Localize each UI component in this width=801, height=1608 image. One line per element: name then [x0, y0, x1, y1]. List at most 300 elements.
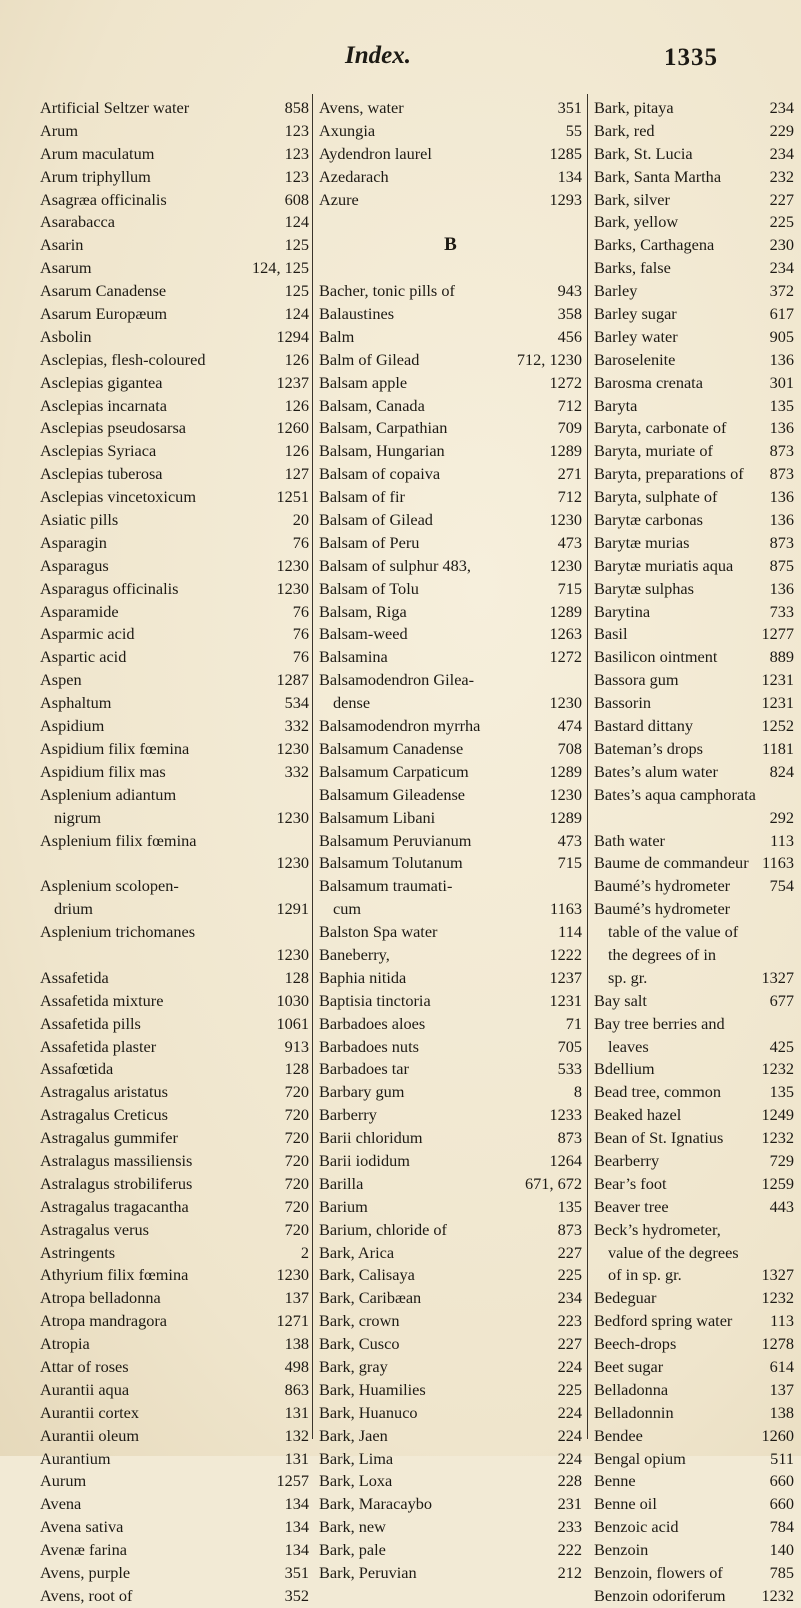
index-entry: [40, 463, 309, 486]
index-entry: [40, 532, 309, 555]
entry-page-ref: 1030: [276, 990, 309, 1010]
entry-term: Barium: [319, 1196, 368, 1216]
entry-term: Balsamum Carpaticum: [319, 761, 469, 781]
index-entry: [594, 463, 794, 486]
entry-page-ref: 913: [284, 1036, 309, 1056]
index-entry: [319, 1562, 582, 1585]
entry-page-ref: 126: [284, 349, 309, 369]
entry-page-ref: 511: [770, 1448, 794, 1468]
index-entry: [594, 303, 794, 326]
entry-term: Bark, silver: [594, 189, 670, 209]
entry-term: Aspartic acid: [40, 647, 127, 667]
index-entry: [40, 646, 309, 669]
entry-term: Bark, Santa Martha: [594, 166, 722, 186]
index-entry: [594, 1402, 794, 1425]
entry-term: drium: [54, 899, 93, 919]
entry-page-ref: 128: [284, 967, 309, 987]
index-entry: [40, 1333, 309, 1356]
entry-term: Barley: [594, 281, 638, 301]
entry-page-ref: 1230: [549, 693, 582, 713]
entry-term: Astralagus strobiliferus: [40, 1173, 193, 1193]
index-entry: [40, 967, 309, 990]
index-entry: [40, 1539, 309, 1562]
index-entry: [594, 486, 794, 509]
entry-term: Aspidium filix mas: [40, 761, 166, 781]
entry-page-ref: 136: [769, 418, 794, 438]
index-entry: [40, 1310, 309, 1333]
index-entry: [40, 1287, 309, 1310]
index-entry: [594, 555, 794, 578]
entry-term: Bark, pale: [319, 1540, 386, 1560]
entry-page-ref: 720: [284, 1219, 309, 1239]
entry-term: value of the degrees: [608, 1242, 739, 1262]
entry-term: Barbadoes nuts: [319, 1036, 419, 1056]
index-entry: [319, 509, 582, 532]
index-entry: [40, 601, 309, 624]
entry-term: Bark, Loxa: [319, 1471, 393, 1491]
index-entry: [40, 1173, 309, 1196]
index-column-3: [594, 97, 794, 1608]
index-entry: [594, 1058, 794, 1081]
index-entry: [594, 830, 794, 853]
entry-page-ref: 715: [557, 578, 582, 598]
index-entry: [594, 1081, 794, 1104]
index-entry: [40, 1196, 309, 1219]
entry-page-ref: 76: [292, 624, 309, 644]
index-entry: [319, 738, 582, 761]
entry-term: Bdellium: [594, 1059, 655, 1079]
entry-term: Bear’s foot: [594, 1173, 667, 1193]
entry-term: dense: [333, 693, 371, 713]
index-entry: [594, 257, 794, 280]
entry-page-ref: 1327: [761, 967, 794, 987]
entry-page-ref: 231: [557, 1494, 582, 1514]
index-entry: [40, 280, 309, 303]
index-entry: [594, 1173, 794, 1196]
entry-page-ref: 1289: [549, 601, 582, 621]
entry-term: Bark, Huanuco: [319, 1402, 418, 1422]
entry-page-ref: 733: [769, 601, 794, 621]
entry-page-ref: 234: [557, 1288, 582, 1308]
index-entry: [40, 1562, 309, 1585]
entry-term: Balsam apple: [319, 372, 408, 392]
entry-term: Bean of St. Ignatius: [594, 1128, 724, 1148]
entry-term: Asagræa officinalis: [40, 189, 167, 209]
entry-term: Arum triphyllum: [40, 166, 151, 186]
entry-term: Asarin: [40, 235, 84, 255]
index-entry: [319, 120, 582, 143]
index-entry: [319, 1081, 582, 1104]
index-entry: [594, 761, 794, 784]
index-entry: [319, 807, 582, 830]
entry-page-ref: 332: [284, 761, 309, 781]
index-entry: [594, 1127, 794, 1150]
entry-term: Assafœtida: [40, 1059, 114, 1079]
entry-term: Barley sugar: [594, 304, 677, 324]
entry-page-ref: 712: [557, 395, 582, 415]
index-entry: [319, 692, 582, 715]
entry-term: Baneberry,: [319, 944, 390, 964]
entry-page-ref: 1327: [761, 1265, 794, 1285]
entry-page-ref: 372: [769, 281, 794, 301]
entry-page-ref: 1230: [276, 555, 309, 575]
index-entry: [319, 990, 582, 1013]
index-entry: [319, 1493, 582, 1516]
index-entry: [319, 1287, 582, 1310]
index-entry: [40, 417, 309, 440]
index-entry: [319, 830, 582, 853]
entry-term: Astralagus massiliensis: [40, 1150, 193, 1170]
entry-term: Baryta: [594, 395, 638, 415]
entry-page-ref: 1291: [276, 899, 309, 919]
entry-page-ref: 1231: [549, 990, 582, 1010]
entry-term: Balsamum Tolutanum: [319, 853, 463, 873]
entry-term: Aurum: [40, 1471, 87, 1491]
entry-page-ref: 126: [284, 441, 309, 461]
entry-page-ref: 1272: [549, 647, 582, 667]
entry-term: Baryta, carbonate of: [594, 418, 727, 438]
entry-page-ref: 224: [557, 1402, 582, 1422]
entry-page-ref: 124, 125: [252, 258, 309, 278]
entry-term: Asplenium scolopen-: [40, 876, 179, 896]
index-entry: [594, 875, 794, 898]
index-entry: [40, 166, 309, 189]
entry-term: Asparagus: [40, 555, 109, 575]
index-entry: [594, 509, 794, 532]
index-column-1: [40, 97, 309, 1608]
entry-term: Barks, Carthagena: [594, 235, 715, 255]
index-entry: [594, 1425, 794, 1448]
entry-page-ref: 1271: [276, 1311, 309, 1331]
entry-page-ref: 729: [769, 1150, 794, 1170]
entry-page-ref: 228: [557, 1471, 582, 1491]
entry-page-ref: 785: [769, 1563, 794, 1582]
entry-page-ref: 1230: [549, 784, 582, 804]
entry-page-ref: 1272: [549, 372, 582, 392]
entry-term: Bark, Maracaybo: [319, 1494, 433, 1514]
entry-page-ref: 1251: [276, 487, 309, 507]
index-entry: [319, 1448, 582, 1471]
entry-page-ref: 498: [284, 1356, 309, 1376]
entry-term: cum: [333, 899, 362, 919]
entry-page-ref: 1277: [761, 624, 794, 644]
entry-term: Athyrium filix fœmina: [40, 1265, 189, 1285]
index-entry: [594, 1333, 794, 1356]
index-entry: [40, 486, 309, 509]
index-entry: [594, 1516, 794, 1539]
entry-page-ref: 720: [284, 1173, 309, 1193]
entry-term: Barytina: [594, 601, 651, 621]
entry-page-ref: 232: [769, 166, 794, 186]
entry-page-ref: 131: [284, 1402, 309, 1422]
entry-term: Assafetida mixture: [40, 990, 164, 1010]
index-entry: [594, 921, 794, 944]
entry-term: Aurantii aqua: [40, 1379, 130, 1399]
index-entry: [319, 417, 582, 440]
entry-term: Barley water: [594, 326, 678, 346]
entry-page-ref: 873: [769, 441, 794, 461]
entry-page-ref: 222: [557, 1540, 582, 1560]
entry-term: nigrum: [54, 807, 102, 827]
index-entry: [319, 578, 582, 601]
entry-term: Belladonna: [594, 1379, 669, 1399]
entry-page-ref: 614: [769, 1356, 794, 1376]
entry-page-ref: 1278: [761, 1334, 794, 1354]
entry-term: Barbadoes aloes: [319, 1013, 426, 1033]
index-column-2: [319, 97, 582, 1585]
entry-term: table of the value of: [608, 922, 739, 942]
entry-term: Barbary gum: [319, 1082, 405, 1102]
entry-term: Basil: [594, 624, 628, 644]
entry-page-ref: 134: [284, 1517, 309, 1537]
index-entry: [319, 372, 582, 395]
index-entry: [40, 555, 309, 578]
entry-page-ref: 1252: [761, 716, 794, 736]
entry-term: Barii iodidum: [319, 1150, 410, 1170]
index-entry: [40, 807, 309, 830]
entry-term: Bay salt: [594, 990, 647, 1010]
index-entry: [594, 1264, 794, 1287]
entry-term: the degrees of in: [608, 944, 717, 964]
entry-term: Bark, crown: [319, 1311, 400, 1331]
index-entry: [594, 395, 794, 418]
entry-term: Asiatic pills: [40, 510, 119, 530]
entry-page-ref: 1259: [761, 1173, 794, 1193]
entry-page-ref: 212: [557, 1563, 582, 1582]
entry-page-ref: 858: [284, 98, 309, 117]
page-title: Index.: [345, 42, 411, 69]
index-entry: [319, 303, 582, 326]
entry-page-ref: 125: [284, 235, 309, 255]
entry-page-ref: 2: [300, 1242, 309, 1262]
entry-term: Baphia nitida: [319, 967, 407, 987]
entry-term: Avens, purple: [40, 1563, 131, 1582]
index-entry: [319, 486, 582, 509]
index-entry: [594, 944, 794, 967]
entry-term: Bark, Calisaya: [319, 1265, 415, 1285]
index-entry: [40, 1379, 309, 1402]
entry-page-ref: 136: [769, 349, 794, 369]
entry-page-ref: 71: [565, 1013, 582, 1033]
entry-term: Artificial Seltzer water: [40, 98, 190, 117]
index-entry: [594, 784, 794, 807]
entry-page-ref: 1061: [276, 1013, 309, 1033]
entry-term: Astragalus tragacantha: [40, 1196, 189, 1216]
index-entry: [319, 1036, 582, 1059]
index-entry: [594, 1219, 794, 1242]
entry-page-ref: 720: [284, 1082, 309, 1102]
entry-page-ref: 1257: [276, 1471, 309, 1491]
index-entry: [40, 189, 309, 212]
entry-page-ref: 223: [557, 1311, 582, 1331]
index-entry: [594, 1379, 794, 1402]
index-entry: [319, 280, 582, 303]
entry-term: B: [444, 234, 457, 256]
entry-page-ref: 55: [565, 120, 582, 140]
entry-term: Aurantii oleum: [40, 1425, 140, 1445]
entry-term: Barbadoes tar: [319, 1059, 409, 1079]
index-entry: [40, 1448, 309, 1471]
index-entry: [319, 1058, 582, 1081]
entry-term: Astringents: [40, 1242, 116, 1262]
entry-term: Asarum Europæum: [40, 304, 168, 324]
section-letter: [319, 234, 582, 257]
index-entry: [319, 1310, 582, 1333]
entry-page-ref: 677: [769, 990, 794, 1010]
index-entry: [594, 166, 794, 189]
entry-term: Bates’s alum water: [594, 761, 718, 781]
index-entry: [40, 257, 309, 280]
index-entry: [319, 326, 582, 349]
index-entry: [594, 326, 794, 349]
entry-term: Benzoic acid: [594, 1517, 679, 1537]
entry-term: Balm of Gilead: [319, 349, 420, 369]
entry-page-ref: 1163: [550, 899, 582, 919]
index-entry: [319, 1402, 582, 1425]
entry-page-ref: 234: [769, 98, 794, 117]
entry-term: Bark, new: [319, 1517, 386, 1537]
index-entry: [319, 669, 582, 692]
index-entry: [594, 715, 794, 738]
index-entry: [594, 738, 794, 761]
index-entry: [594, 578, 794, 601]
entry-page-ref: 1232: [761, 1585, 794, 1605]
entry-term: Avens, root of: [40, 1585, 133, 1605]
entry-term: Beck’s hydrometer,: [594, 1219, 721, 1239]
entry-page-ref: 712, 1230: [516, 349, 582, 369]
index-entry: [40, 1242, 309, 1265]
entry-page-ref: 1294: [276, 326, 309, 346]
entry-page-ref: 292: [769, 807, 794, 827]
index-entry: [40, 1425, 309, 1448]
entry-term: Balsam, Riga: [319, 601, 407, 621]
entry-term: Bark, Caribæan: [319, 1288, 422, 1308]
entry-page-ref: 127: [284, 464, 309, 484]
entry-term: Asclepias incarnata: [40, 395, 168, 415]
index-entry: [594, 143, 794, 166]
index-entry: [594, 372, 794, 395]
entry-term: Balsam of sulphur 483,: [319, 555, 471, 575]
entry-page-ref: 271: [557, 464, 582, 484]
index-entry: [594, 120, 794, 143]
entry-term: Atropa belladonna: [40, 1288, 161, 1308]
entry-page-ref: 114: [558, 922, 582, 942]
entry-page-ref: 138: [769, 1402, 794, 1422]
entry-term: Asparamide: [40, 601, 119, 621]
index-entry: [40, 1264, 309, 1287]
entry-page-ref: 1230: [276, 738, 309, 758]
entry-term: Barosma crenata: [594, 372, 703, 392]
entry-page-ref: 136: [769, 578, 794, 598]
index-entry: [40, 326, 309, 349]
entry-term: Aurantii cortex: [40, 1402, 140, 1422]
entry-term: Benzoin odoriferum: [594, 1585, 726, 1605]
index-entry: [319, 440, 582, 463]
entry-page-ref: 708: [557, 738, 582, 758]
entry-page-ref: 873: [769, 532, 794, 552]
entry-term: sp. gr.: [608, 967, 648, 987]
index-entry: [319, 1356, 582, 1379]
index-entry: [319, 1425, 582, 1448]
index-entry: [319, 601, 582, 624]
entry-term: Bark, Lima: [319, 1448, 394, 1468]
index-entry: [594, 211, 794, 234]
entry-page-ref: 1293: [549, 189, 582, 209]
index-entry: [594, 807, 794, 830]
entry-term: Balsamina: [319, 647, 388, 667]
entry-page-ref: 720: [284, 1128, 309, 1148]
entry-page-ref: 863: [284, 1379, 309, 1399]
entry-term: Asparagin: [40, 532, 107, 552]
entry-term: Astragalus aristatus: [40, 1082, 168, 1102]
entry-page-ref: 76: [292, 647, 309, 667]
entry-term: Bedford spring water: [594, 1311, 733, 1331]
entry-term: Balm: [319, 326, 355, 346]
index-entry: [40, 1402, 309, 1425]
index-entry: [40, 944, 309, 967]
entry-term: Beech-drops: [594, 1334, 677, 1354]
entry-page-ref: 873: [557, 1128, 582, 1148]
entry-page-ref: 660: [769, 1494, 794, 1514]
entry-term: Arum: [40, 120, 78, 140]
index-entry: [319, 646, 582, 669]
index-entry: [319, 898, 582, 921]
index-entry: [594, 532, 794, 555]
entry-term: Asclepias, flesh-coloured: [40, 349, 206, 369]
index-entry: [40, 921, 309, 944]
index-entry: [319, 349, 582, 372]
entry-term: Beaked hazel: [594, 1105, 682, 1125]
entry-page-ref: 135: [557, 1196, 582, 1216]
entry-page-ref: 134: [557, 166, 582, 186]
entry-term: Bark, Arica: [319, 1242, 395, 1262]
entry-page-ref: 1260: [276, 418, 309, 438]
index-entry: [319, 967, 582, 990]
entry-term: leaves: [608, 1036, 649, 1056]
entry-page-ref: 660: [769, 1471, 794, 1491]
index-entry: [594, 1150, 794, 1173]
index-entry: [594, 852, 794, 875]
entry-page-ref: 1233: [549, 1105, 582, 1125]
index-entry: [40, 669, 309, 692]
entry-page-ref: 1230: [276, 944, 309, 964]
entry-term: Barytæ murias: [594, 532, 690, 552]
entry-term: Balsam-weed: [319, 624, 408, 644]
entry-term: Bark, Peruvian: [319, 1563, 417, 1582]
entry-term: Bastard dittany: [594, 716, 694, 736]
entry-page-ref: 234: [769, 258, 794, 278]
index-entry: [40, 830, 309, 853]
entry-page-ref: 1231: [761, 693, 794, 713]
entry-page-ref: 136: [769, 510, 794, 530]
entry-page-ref: 671, 672: [525, 1173, 582, 1193]
index-entry: [319, 1013, 582, 1036]
entry-page-ref: 132: [284, 1425, 309, 1445]
entry-term: Benzoin, flowers of: [594, 1563, 723, 1582]
entry-term: Assafetida pills: [40, 1013, 141, 1033]
entry-term: Asclepias pseudosarsa: [40, 418, 187, 438]
entry-term: Belladonnin: [594, 1402, 674, 1422]
entry-page-ref: 1285: [549, 143, 582, 163]
entry-page-ref: 20: [292, 510, 309, 530]
entry-page-ref: 1263: [549, 624, 582, 644]
entry-page-ref: 712: [557, 487, 582, 507]
entry-page-ref: 123: [284, 120, 309, 140]
entry-page-ref: 705: [557, 1036, 582, 1056]
entry-term: Beet sugar: [594, 1356, 664, 1376]
index-entry: [40, 623, 309, 646]
entry-term: Asphaltum: [40, 693, 112, 713]
